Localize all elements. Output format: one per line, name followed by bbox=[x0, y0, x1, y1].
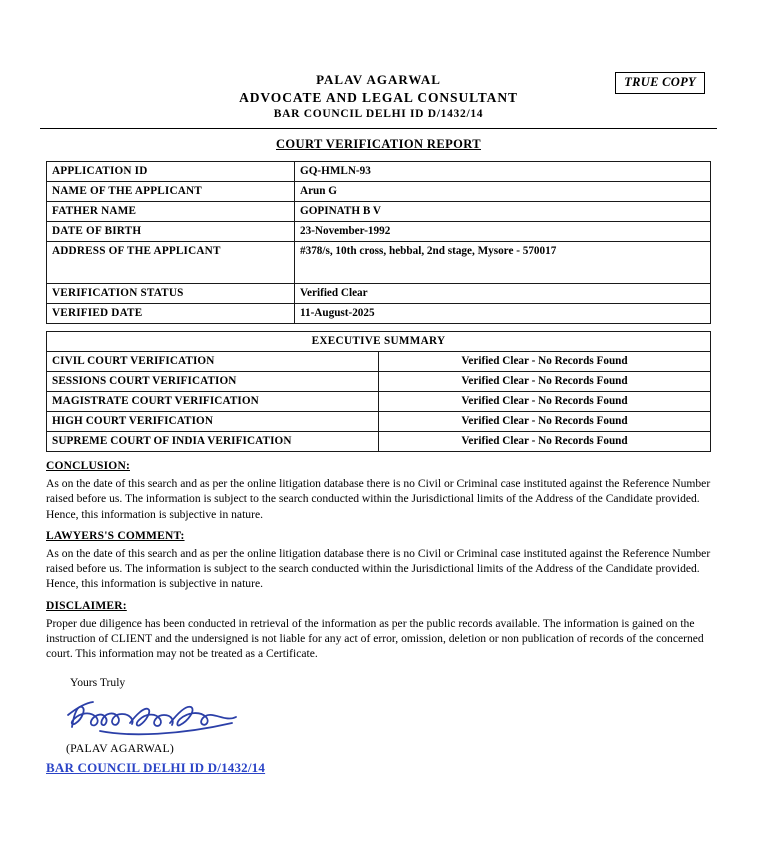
detail-value: Verified Clear bbox=[295, 284, 711, 304]
detail-value: GOPINATH B V bbox=[295, 202, 711, 222]
summary-label: SUPREME COURT OF INDIA VERIFICATION bbox=[47, 432, 379, 452]
summary-value: Verified Clear - No Records Found bbox=[379, 412, 711, 432]
detail-label: VERIFICATION STATUS bbox=[47, 284, 295, 304]
detail-value: 23-November-1992 bbox=[295, 222, 711, 242]
applicant-details-table bbox=[46, 161, 711, 324]
advocate-name: PALAV AGARWAL bbox=[316, 72, 441, 87]
header-divider bbox=[40, 128, 717, 129]
detail-label: FATHER NAME bbox=[47, 202, 295, 222]
table-row bbox=[47, 242, 711, 284]
advocate-bar-council: BAR COUNCIL DELHI ID D/1432/14 bbox=[273, 108, 484, 120]
detail-value: GQ-HMLN-93 bbox=[295, 162, 711, 182]
yours-truly-label: Yours Truly bbox=[70, 675, 126, 689]
conclusion-section bbox=[46, 460, 711, 522]
detail-value: #378/s, 10th cross, hebbal, 2nd stage, Mysore - 570017 bbox=[295, 242, 711, 284]
disclaimer-text: Proper due diligence has been conducted in retrieval of the information as per the public records available. The information is gained on the instruction of CLIENT and the undersigned is not liable for any act of error, omission, deletion or non publication of records of the concerned court. This information may not be treated as a Certificate. bbox=[46, 616, 704, 661]
summary-value: Verified Clear - No Records Found bbox=[379, 352, 711, 372]
signature-area bbox=[46, 676, 711, 776]
disclaimer-section bbox=[46, 600, 711, 662]
handwritten-signature-icon bbox=[60, 693, 260, 739]
detail-label: ADDRESS OF THE APPLICANT bbox=[47, 242, 295, 284]
table-row bbox=[47, 392, 711, 412]
detail-label: NAME OF THE APPLICANT bbox=[47, 182, 295, 202]
table-row bbox=[47, 284, 711, 304]
conclusion-text: As on the date of this search and as per the online litigation database there is no Civil or Criminal case instituted against the Reference Number raised before us. The information is subject to the search conducted within the Jurisdictional limits of the Address of the Candidate provided. Hence, this information is subjective in nature. bbox=[46, 477, 711, 521]
signer-name: (PALAV AGARWAL) bbox=[66, 740, 174, 755]
table-header-row bbox=[47, 332, 711, 352]
summary-label: SESSIONS COURT VERIFICATION bbox=[47, 372, 379, 392]
detail-label: DATE OF BIRTH bbox=[47, 222, 295, 242]
detail-label: VERIFIED DATE bbox=[47, 304, 295, 324]
document-header bbox=[0, 0, 757, 122]
detail-label: APPLICATION ID bbox=[47, 162, 295, 182]
table-row bbox=[47, 202, 711, 222]
summary-title: EXECUTIVE SUMMARY bbox=[47, 332, 711, 352]
lawyers-comment-section bbox=[46, 530, 711, 592]
disclaimer-heading: DISCLAIMER: bbox=[46, 599, 127, 612]
table-row bbox=[47, 372, 711, 392]
table-row bbox=[47, 222, 711, 242]
table-row bbox=[47, 182, 711, 202]
table-row bbox=[47, 352, 711, 372]
detail-value: Arun G bbox=[295, 182, 711, 202]
conclusion-heading: CONCLUSION: bbox=[46, 460, 130, 472]
detail-value: 11-August-2025 bbox=[295, 304, 711, 324]
true-copy-stamp: TRUE COPY bbox=[615, 72, 705, 94]
summary-label: MAGISTRATE COURT VERIFICATION bbox=[47, 392, 379, 412]
summary-label: HIGH COURT VERIFICATION bbox=[47, 412, 379, 432]
signer-bar-id: BAR COUNCIL DELHI ID D/1432/14 bbox=[46, 759, 266, 775]
lawyers-comment-heading: LAWYERS'S COMMENT: bbox=[46, 529, 185, 542]
table-row bbox=[47, 432, 711, 452]
lawyers-comment-text: As on the date of this search and as per the online litigation database there is no Civil or Criminal case instituted against the Reference Number raised before us. The information is subject to the search conducted within the Jurisdictional limits of the Address of the Candidate provided. Hence, this information is subjective in nature. bbox=[46, 546, 711, 591]
summary-value: Verified Clear - No Records Found bbox=[379, 392, 711, 412]
executive-summary-table bbox=[46, 331, 711, 452]
table-row bbox=[47, 412, 711, 432]
page-title: COURT VERIFICATION REPORT bbox=[276, 137, 481, 151]
summary-label: CIVIL COURT VERIFICATION bbox=[47, 352, 379, 372]
summary-value: Verified Clear - No Records Found bbox=[379, 432, 711, 452]
table-row bbox=[47, 304, 711, 324]
advocate-designation: ADVOCATE AND LEGAL CONSULTANT bbox=[239, 90, 518, 105]
summary-value: Verified Clear - No Records Found bbox=[379, 372, 711, 392]
table-row bbox=[47, 162, 711, 182]
